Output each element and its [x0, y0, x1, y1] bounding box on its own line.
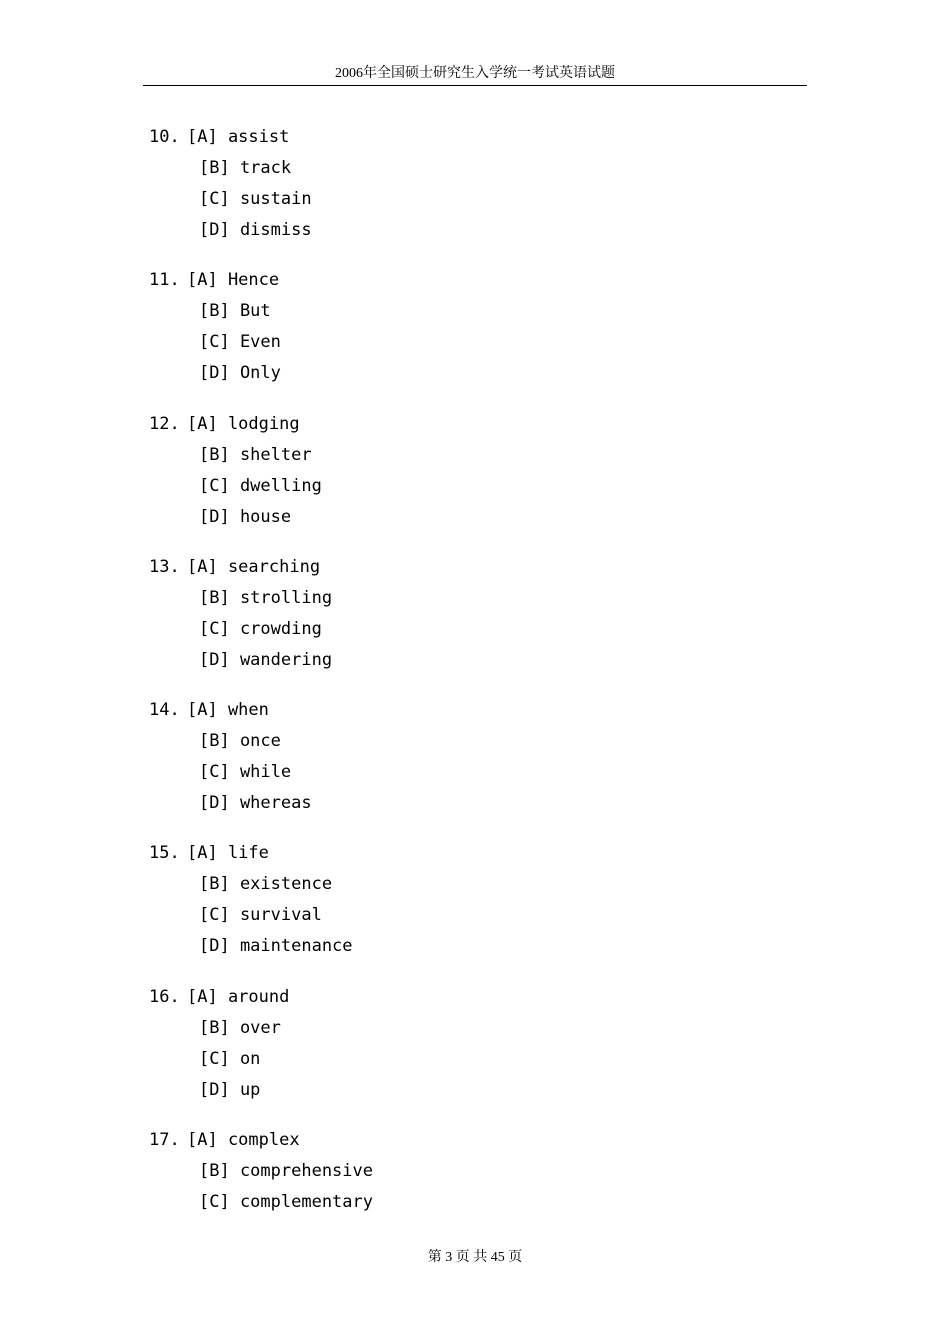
option-d: [D] wandering [199, 649, 333, 670]
option-b: [B] once [199, 731, 281, 752]
option-b: [B] shelter [199, 444, 312, 465]
option-d: [D] whereas [199, 793, 312, 814]
option-a: [A] searching [187, 556, 321, 577]
question-14 [149, 697, 749, 840]
option-b: [B] existence [199, 874, 333, 895]
option-b: [B] But [199, 301, 271, 322]
option-c: [C] complementary [199, 1192, 373, 1213]
option-c: [C] while [199, 762, 292, 783]
question-12 [149, 411, 749, 554]
option-d: [D] house [199, 506, 292, 527]
option-a: [A] assist [187, 127, 290, 147]
option-c: [C] crowding [199, 618, 322, 639]
option-b: [B] over [199, 1017, 281, 1038]
option-b: [B] track [199, 158, 292, 178]
question-number: 17. [149, 1130, 180, 1151]
option-b: [B] strolling [199, 587, 333, 608]
option-c: [C] survival [199, 905, 322, 926]
option-a: [A] life [187, 843, 269, 864]
option-b: [B] comprehensive [199, 1161, 373, 1182]
option-c: [C] dwelling [199, 475, 322, 496]
option-a: [A] around [187, 986, 290, 1007]
option-d: [D] Only [199, 363, 281, 384]
question-number: 16. [149, 986, 180, 1007]
option-d: [D] up [199, 1079, 261, 1100]
option-a: [A] complex [187, 1130, 300, 1151]
question-13 [149, 554, 749, 697]
option-a: [A] lodging [187, 413, 300, 434]
option-c: [C] sustain [199, 189, 312, 209]
question-15 [149, 840, 749, 983]
question-11 [149, 267, 749, 410]
option-d: [D] dismiss [199, 220, 312, 240]
page-header-title: 2006年全国硕士研究生入学统一考试英语试题 [335, 66, 615, 81]
page-footer-number: 第 3 页 共 45 页 [427, 1250, 523, 1265]
question-number: 12. [149, 413, 180, 434]
question-number: 13. [149, 556, 180, 577]
question-16 [149, 984, 749, 1127]
question-10 [149, 124, 749, 267]
question-number: 10. [149, 127, 180, 147]
option-a: [A] when [187, 700, 269, 721]
question-number: 11. [149, 270, 180, 291]
question-number: 14. [149, 700, 180, 721]
header-rule [143, 85, 807, 86]
option-d: [D] maintenance [199, 936, 353, 957]
option-a: [A] Hence [187, 270, 280, 291]
question-number: 15. [149, 843, 180, 864]
question-list [149, 124, 749, 1270]
option-c: [C] Even [199, 332, 281, 353]
option-c: [C] on [199, 1048, 261, 1069]
